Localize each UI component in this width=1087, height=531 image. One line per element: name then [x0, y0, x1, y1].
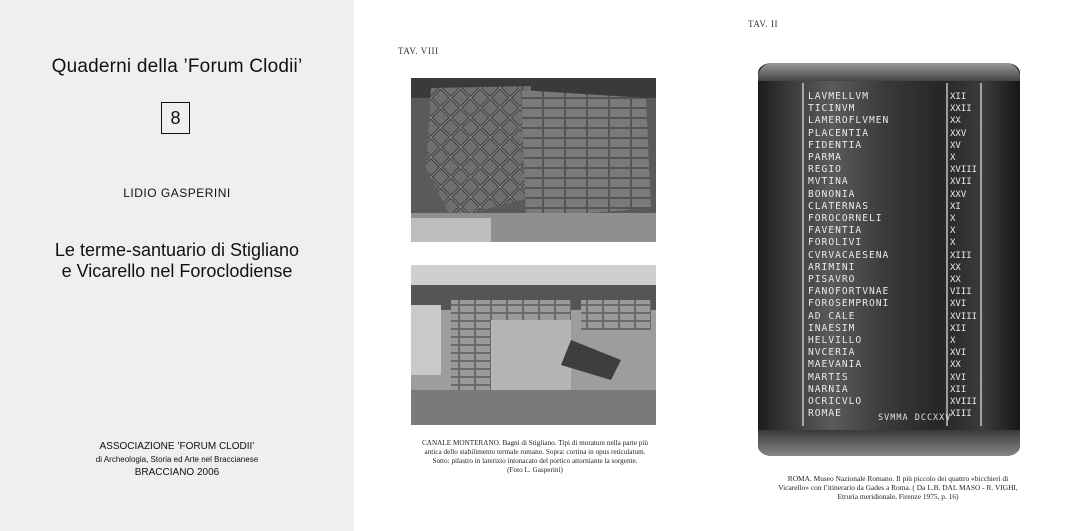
caption-ii-line-3: Etruria meridionale, Firenze 1975, p. 16) [837, 492, 959, 501]
caption-ii-line-2: Vicarello» con l’itinerario da Gades a Roma. ( Da L.B. DAL MASO - R. VIGHI, [778, 483, 1018, 492]
photo-opus-reticulatum [411, 78, 656, 242]
caption-viii-line-2: antica dello stabilimento termale romano. Sopra: cortina in opus reticulatum. [424, 448, 646, 456]
cup-column-line-left [802, 83, 804, 426]
publisher-name: ASSOCIAZIONE ’FORUM CLODII’ [99, 441, 255, 452]
volume-number: 8 [170, 107, 181, 128]
book-title-line-1: Le terme-santuario di Stigliano [54, 240, 300, 260]
volume-number-box [161, 102, 190, 134]
caption-ii-line-1: ROMA. Museo Nazionale Romano. Il più piccolo dei quattro «bicchieri di [787, 474, 1009, 483]
plate-label-viii: TAV. VIII [398, 46, 439, 56]
cup-inscription-distances: XII XXII XX XXV XV X XVIII XVII XXV XI X X X XIII XX XX VIII XVI XVIII XII X XVI XX XVI XII XVIII XIII [950, 92, 978, 420]
pillar-photo-graphic [411, 265, 656, 425]
book-title [0, 240, 354, 282]
photo-brick-pillar [411, 265, 656, 425]
series-title: Quaderni della ’Forum Clodii’ [51, 56, 303, 77]
vicarello-cup-photo [758, 63, 1020, 456]
publisher-block [0, 440, 354, 479]
caption-viii-line-3: Sotto: pilastro in laterizio intonacato del portico attorniante la sorgente. [432, 457, 638, 465]
caption-viii-line-4: (Foto L. Gasperini) [507, 466, 563, 474]
caption-plate-viii [404, 439, 666, 475]
wall-photo-graphic [411, 78, 656, 242]
cup-inscription-total: SVMMA DCCXXV [878, 413, 952, 423]
caption-viii-line-1: CANALE MONTERANO. Bagni di Stigliano. Tipi di murature nella parte più [422, 439, 648, 447]
author-name: LIDIO GASPERINI [123, 186, 231, 200]
book-title-line-2: e Vicarello nel Foroclodiense [61, 261, 293, 281]
publisher-subtitle: di Archeologia, Storia ed Arte nel Braccianese [95, 455, 259, 464]
cup-rim-bottom [758, 430, 1020, 456]
cup-inscription-stations: LAVMELLVM TICINVM LAMEROFLVMEN PLACENTIA FIDENTIA PARMA REGIO MVTINA BONONIA CLATERNAS FOROCORNELI FAVENTIA FOROLIVI CVRVACAESENA ARIMINI PISAVRO FANOFORTVNAE FOROSEMPRONI AD CALE INAESIM HELVILLO NVCERIA MAEVANIA MARTIS NARNIA OCRICVLO ROMAE [808, 91, 890, 420]
caption-plate-ii [752, 474, 1044, 501]
cup-rim-top [758, 63, 1020, 81]
book-cover [0, 0, 354, 531]
place-year: BRACCIANO 2006 [134, 467, 220, 478]
plate-label-ii: TAV. II [748, 19, 779, 29]
